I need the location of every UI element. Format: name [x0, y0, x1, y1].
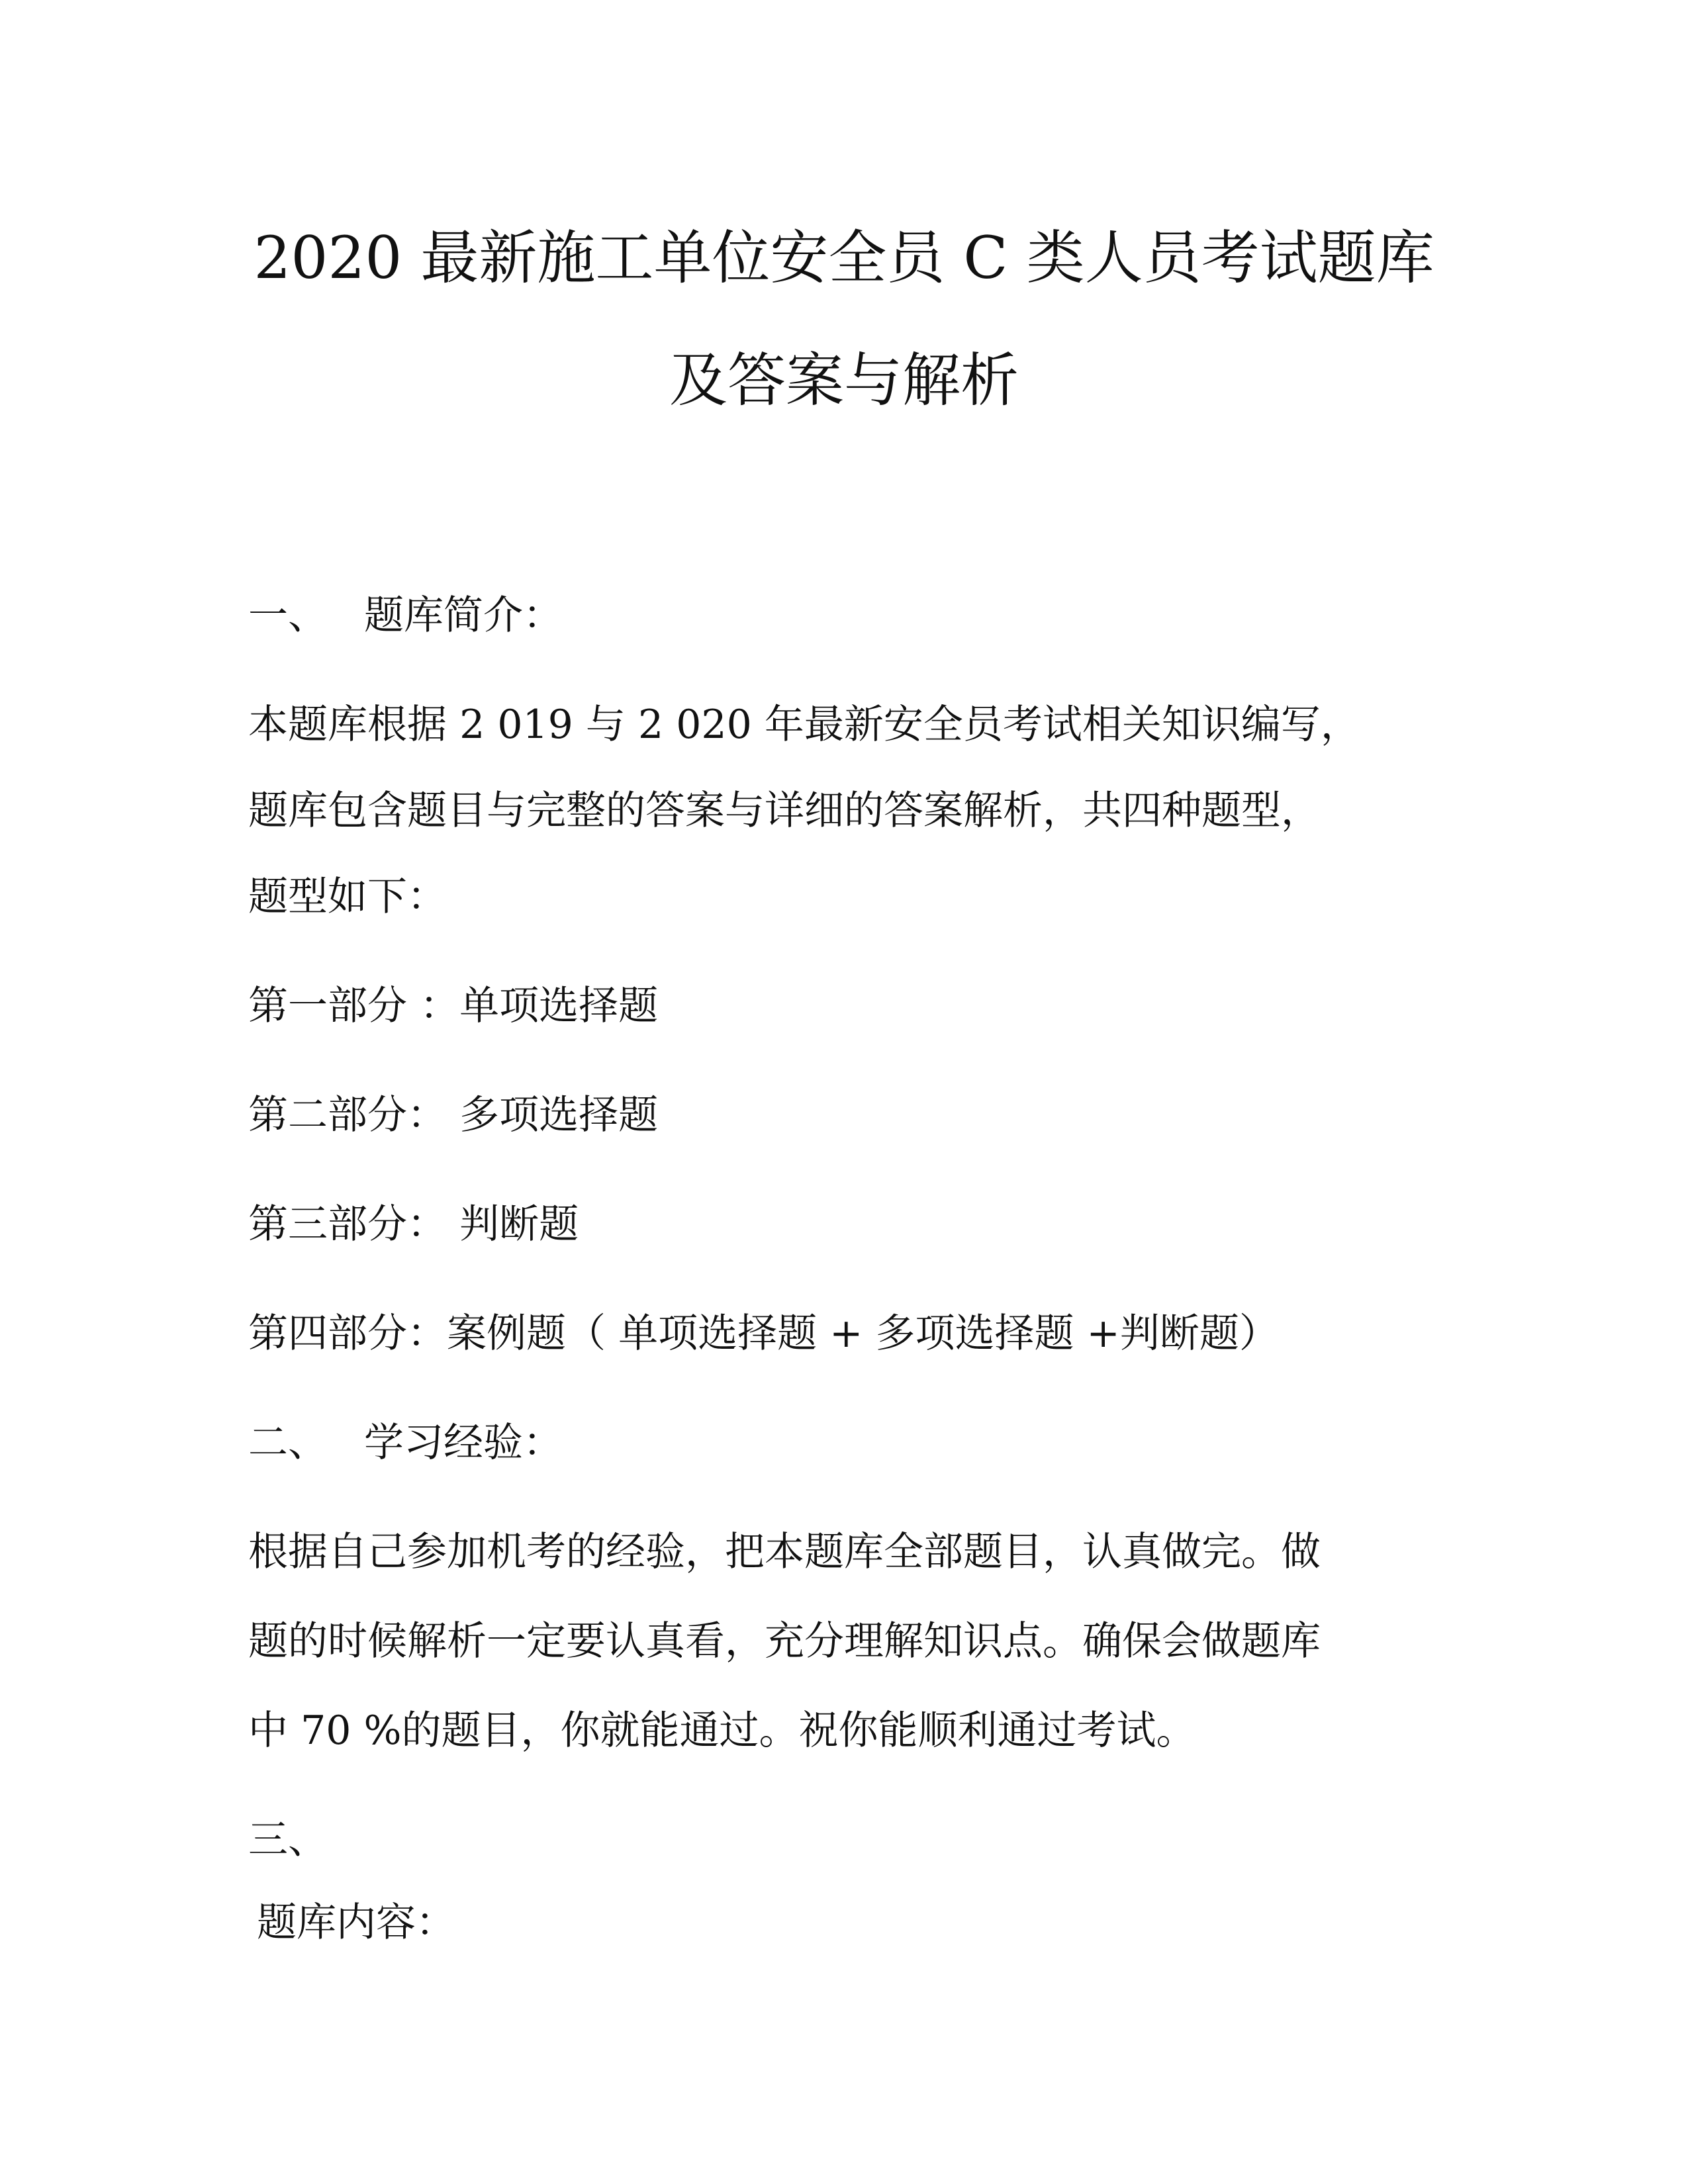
part-3-line: 第三部分： 判断题 — [248, 1201, 579, 1248]
part-1-line: 第一部分 ：单项选择题 — [248, 983, 659, 1029]
section-2-paragraph-line-3: 中 70 %的题目，你就能通过。祝你能顺利通过考试。 — [248, 1707, 1196, 1754]
section-1-heading — [248, 589, 563, 642]
section-1-paragraph-line-3: 题型如下： — [248, 874, 447, 920]
section-1-paragraph-line-2: 题库包含题目与完整的答案与详细的答案解析，共四种题型， — [248, 788, 1321, 834]
section-2-title: 学习经验： — [364, 1420, 563, 1466]
section-2-number: 二、 — [248, 1420, 328, 1466]
section-1-title: 题库简介： — [364, 592, 563, 639]
section-1-paragraph-line-1: 本题库根据 2 019 与 2 020 年最新安全员考试相关知识编写， — [248, 702, 1360, 748]
section-2-paragraph-line-1: 根据自己参加机考的经验，把本题库全部题目，认真做完。做 — [248, 1529, 1321, 1575]
section-2-paragraph-line-2: 题的时候解析一定要认真看，充分理解知识点。确保会做题库 — [248, 1618, 1321, 1664]
part-2-line: 第二部分： 多项选择题 — [248, 1092, 659, 1138]
part-4-line: 第四部分：案例题（ 单项选择题 + 多项选择题 +判断题） — [248, 1310, 1279, 1357]
document-title-line-1: 2020 最新施工单位安全员 C 类人员考试题库 — [254, 224, 1434, 292]
section-3-number: 三、 — [248, 1817, 328, 1863]
section-3-title: 题库内容： — [257, 1899, 455, 1946]
section-1-number: 一、 — [248, 592, 328, 639]
section-2-heading — [248, 1416, 563, 1469]
document-title-line-2: 及答案与解析 — [669, 346, 1019, 414]
